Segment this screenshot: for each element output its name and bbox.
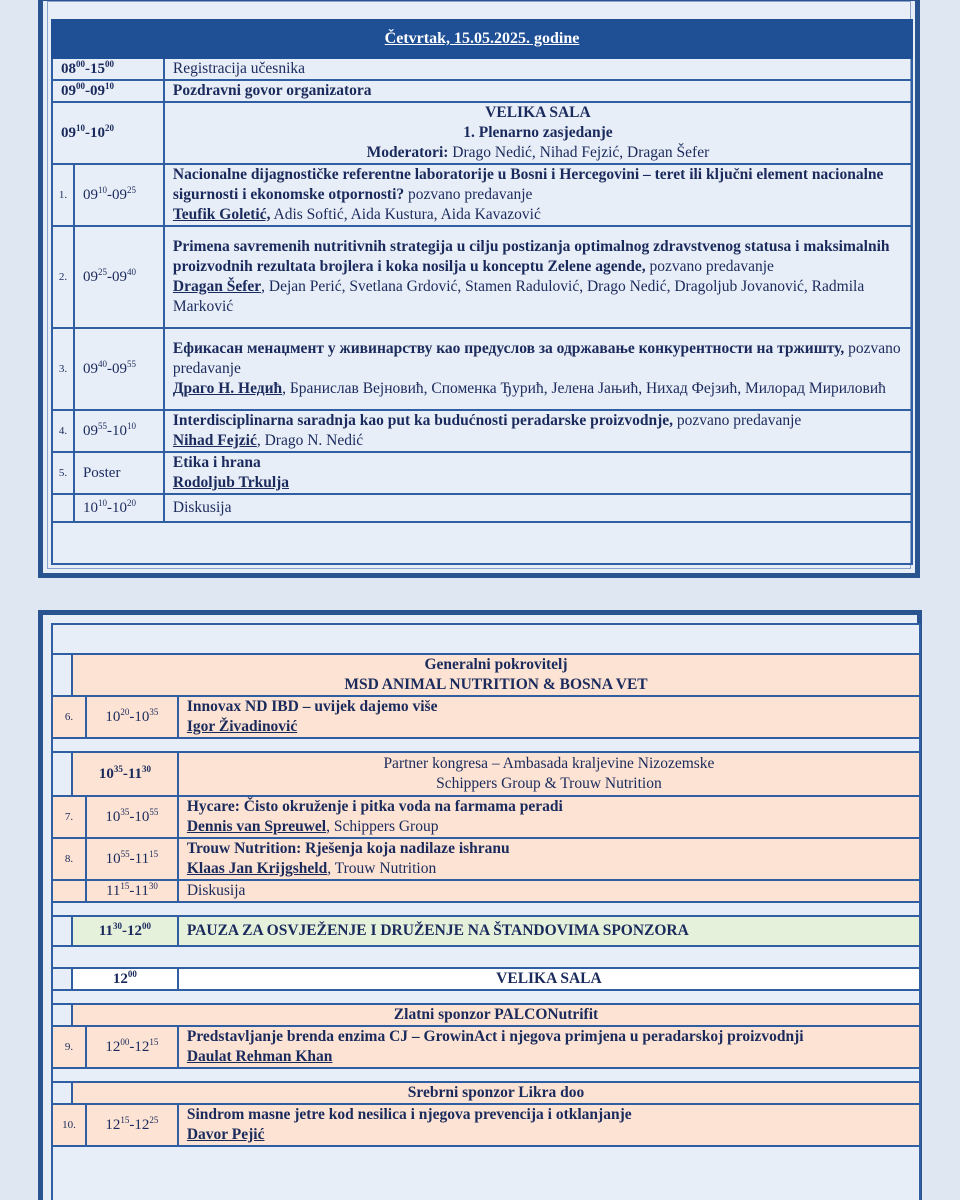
talk-number: 3. bbox=[52, 328, 74, 410]
general-sponsor bbox=[72, 654, 920, 696]
discussion-time: $10^{10}-10^{20}$ bbox=[74, 494, 164, 522]
talk-row bbox=[52, 796, 920, 838]
general-sponsor-name: MSD ANIMAL NUTRITION & BOSNA VET bbox=[344, 676, 648, 693]
spacer-row bbox=[52, 990, 920, 1004]
talk-row bbox=[52, 696, 920, 738]
poster-label: Poster bbox=[74, 452, 164, 494]
talk-row bbox=[52, 164, 912, 226]
top-spacer-row bbox=[52, 624, 920, 654]
session-row bbox=[52, 102, 912, 164]
program-panel-bottom bbox=[38, 610, 922, 1200]
session-title: 1. Plenarno zasjedanje bbox=[463, 124, 613, 141]
bottom-empty-row bbox=[52, 1146, 920, 1200]
registration-text: Registracija učesnika bbox=[164, 58, 912, 80]
talk-row bbox=[52, 328, 912, 410]
partner-row bbox=[52, 752, 920, 796]
talk-number: 7. bbox=[52, 796, 86, 838]
talk-number: 1. bbox=[52, 164, 74, 226]
talk-time: $12^{00}-12^{15}$ bbox=[86, 1026, 178, 1068]
general-sponsor-label: Generalni pokrovitelj bbox=[424, 656, 568, 673]
partner-title: Partner kongresa – Ambasada kraljevine Nizozemske bbox=[383, 755, 715, 772]
registration-row bbox=[52, 58, 912, 80]
talk-time: $10^{55}-11^{15}$ bbox=[86, 838, 178, 880]
talk-row bbox=[52, 1104, 920, 1146]
partner-info bbox=[178, 752, 920, 796]
partner-subtitle: Schippers Group & Trouw Nutrition bbox=[436, 775, 662, 792]
discussion-time: $11^{15}-11^{30}$ bbox=[86, 880, 178, 902]
talk-details: Predstavljanje brenda enzima CJ – GrowinAct i njegova primjena u peradarskoj proizvodnji Daulat Rehman Khan bbox=[178, 1026, 920, 1068]
session-moderators: Moderatori: Drago Nedić, Nihad Fejzić, Dragan Šefer bbox=[366, 144, 710, 161]
pause-text: PAUZA ZA OSVJEŽENJE I DRUŽENJE NA ŠTANDOVIMA SPONZORA bbox=[178, 916, 920, 946]
talk-number: 2. bbox=[52, 226, 74, 328]
talk-details: Interdisciplinarna saradnja kao put ka budućnosti peradarske proizvodnje, pozvano predavanje Nihad Fejzić, Drago N. Nedić bbox=[164, 410, 912, 452]
discussion-row bbox=[52, 880, 920, 902]
day-header: Četvrtak, 15.05.2025. godine bbox=[52, 20, 912, 58]
talk-details: Ефикасан менаџмент у живинарству као предуслов за одржавање конкурентности на тржишту, pozvano predavanje Драго Н. Недић, Бранислав Вејновић, Споменка Ђурић, Јелена Јањић, Нихад Фејзић, Милорад Мириловић bbox=[164, 328, 912, 410]
session-info bbox=[164, 102, 912, 164]
talk-time: $12^{15}-12^{25}$ bbox=[86, 1104, 178, 1146]
talk-time: $09^{55}-10^{10}$ bbox=[74, 410, 164, 452]
spacer-row bbox=[52, 946, 920, 968]
welcome-time: $09^{00}-09^{10}$ bbox=[52, 80, 164, 102]
talk-details: Etika i hrana Rodoljub Trkulja bbox=[164, 452, 912, 494]
session-hall: VELIKA SALA bbox=[485, 104, 591, 121]
general-sponsor-row bbox=[52, 654, 920, 696]
silver-sponsor: Srebrni sponzor Likra doo bbox=[72, 1082, 920, 1104]
silver-sponsor-row bbox=[52, 1082, 920, 1104]
talk-number: 6. bbox=[52, 696, 86, 738]
poster-row bbox=[52, 452, 912, 494]
gold-sponsor: Zlatni sponzor PALCONutrifit bbox=[72, 1004, 920, 1026]
talk-time: $10^{35}-10^{55}$ bbox=[86, 796, 178, 838]
talk-time: $10^{20}-10^{35}$ bbox=[86, 696, 178, 738]
schedule-table-bottom bbox=[51, 623, 921, 1200]
spacer-row bbox=[52, 738, 920, 752]
empty-row bbox=[52, 522, 912, 564]
talk-details: Innovax ND IBD – uvijek dajemo više Igor Živadinović bbox=[178, 696, 920, 738]
discussion-row bbox=[52, 494, 912, 522]
hall-row bbox=[52, 968, 920, 990]
hall-name: VELIKA SALA bbox=[178, 968, 920, 990]
hall-time: $12^{00}$ bbox=[72, 968, 178, 990]
partner-time: $10^{35}-11^{30}$ bbox=[72, 752, 178, 796]
talk-details: Trouw Nutrition: Rješenja koja nadilaze ishranu Klaas Jan Krijgsheld, Trouw Nutrition bbox=[178, 838, 920, 880]
welcome-row bbox=[52, 80, 912, 102]
talk-details: Hycare: Čisto okruženje i pitka voda na farmama peradi Dennis van Spreuwel, Schippers Group bbox=[178, 796, 920, 838]
schedule-table-top bbox=[51, 19, 913, 565]
pause-time: $11^{30}-12^{00}$ bbox=[72, 916, 178, 946]
program-panel-top bbox=[38, 0, 920, 578]
discussion-text: Diskusija bbox=[164, 494, 912, 522]
talk-time: $09^{25}-09^{40}$ bbox=[74, 226, 164, 328]
spacer-row bbox=[52, 1068, 920, 1082]
talk-details: Sindrom masne jetre kod nesilica i njegova prevencija i otklanjanje Davor Pejić bbox=[178, 1104, 920, 1146]
gold-sponsor-row bbox=[52, 1004, 920, 1026]
spacer-row bbox=[52, 902, 920, 916]
talk-row bbox=[52, 838, 920, 880]
session-time: $09^{10}-10^{20}$ bbox=[52, 102, 164, 164]
talk-time: $09^{10}-09^{25}$ bbox=[74, 164, 164, 226]
talk-row bbox=[52, 410, 912, 452]
talk-row bbox=[52, 1026, 920, 1068]
talk-details: Nacionalne dijagnostičke referentne laboratorije u Bosni i Hercegovini – teret ili ključni element nacionalne sigurnosti i ekonomske otpornosti? pozvano predavanje Teufik Goletić, Adis Softić, Aida Kustura, Aida Kavazović bbox=[164, 164, 912, 226]
registration-time: $08^{00}-15^{00}$ bbox=[52, 58, 164, 80]
welcome-text: Pozdravni govor organizatora bbox=[164, 80, 912, 102]
discussion-text: Diskusija bbox=[178, 880, 920, 902]
talk-number: 9. bbox=[52, 1026, 86, 1068]
talk-number: 10. bbox=[52, 1104, 86, 1146]
day-header-row bbox=[52, 20, 912, 58]
talk-time: $09^{40}-09^{55}$ bbox=[74, 328, 164, 410]
talk-row bbox=[52, 226, 912, 328]
talk-number: 5. bbox=[52, 452, 74, 494]
talk-number: 4. bbox=[52, 410, 74, 452]
talk-number: 8. bbox=[52, 838, 86, 880]
pause-row bbox=[52, 916, 920, 946]
talk-details: Primena savremenih nutritivnih strategija u cilju postizanja optimalnog zdravstvenog statusa i maksimalnih proizvodnih rezultata brojlera i koka nosilja u konceptu Zelene agende, pozvano predavanje Dragan Šefer, Dejan Perić, Svetlana Grdović, Stamen Radulović, Drago Nedić, Dragoljub Jovanović, Radmila Marković bbox=[164, 226, 912, 328]
